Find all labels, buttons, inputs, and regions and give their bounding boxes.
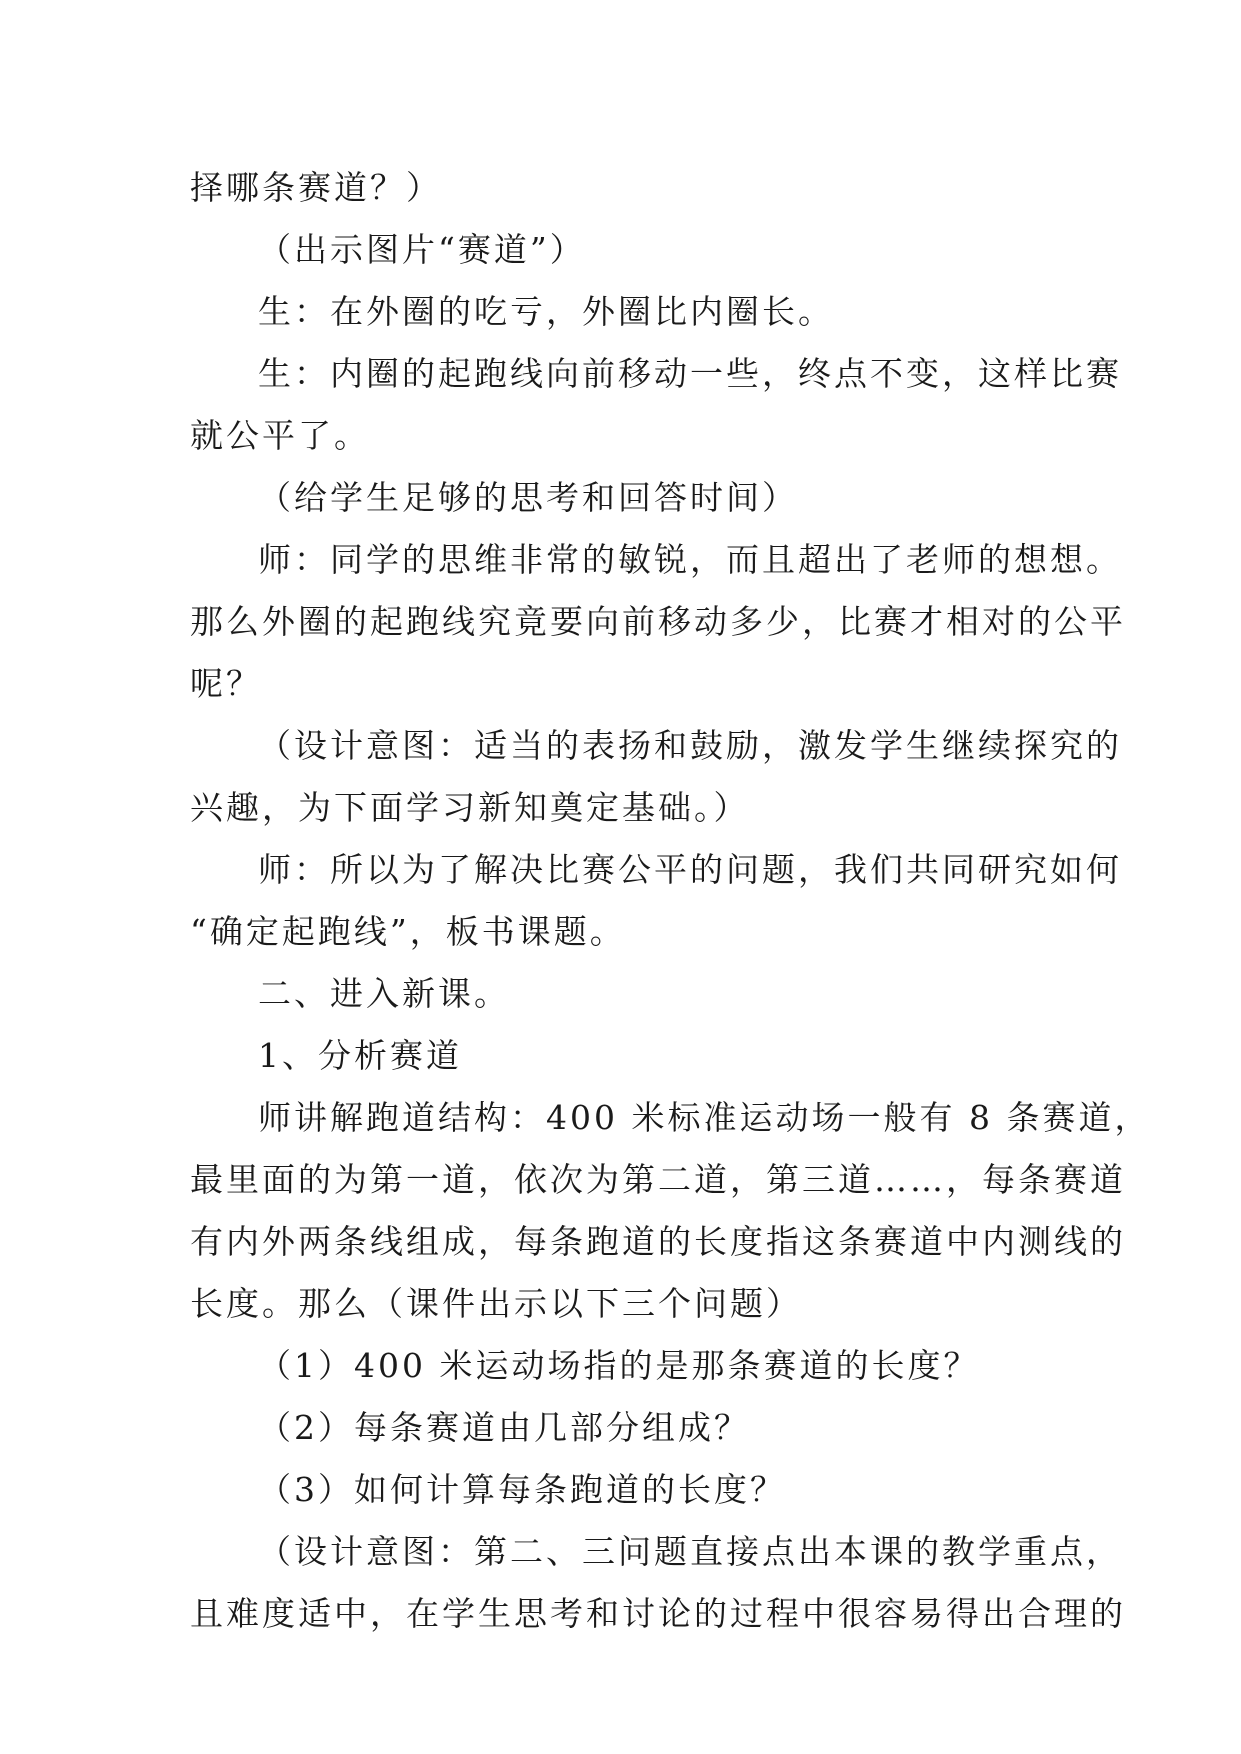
text-line: （出示图片“赛道”） [258,230,586,269]
paragraph [190,219,1050,281]
paragraph [190,529,1126,715]
text-line: “确定起跑线”，板书课题。 [190,912,626,951]
text-line: 就公平了。 [190,416,370,455]
paragraph [190,343,1122,467]
document-page [190,157,1151,1645]
question-item [190,1397,1050,1459]
subsection-heading [190,1025,1050,1087]
text-line: 择哪条赛道？） [190,168,442,207]
paragraph [190,281,1050,343]
text-line: 且难度适中，在学生思考和讨论的过程中很容易得出合理的 [190,1594,1126,1633]
text-line: 师：同学的思维非常的敏锐，而且超出了老师的想想。 [258,540,1122,579]
paragraph [190,839,1122,963]
paragraph [190,467,1050,529]
text-line: 呢？ [190,664,262,703]
text-line: 生：内圈的起跑线向前移动一些，终点不变，这样比赛 [258,354,1122,393]
text-line: （设计意图：适当的表扬和鼓励，激发学生继续探究的 [258,726,1122,765]
text-line: 长度。那么（课件出示以下三个问题） [190,1284,802,1323]
text-line: 1、分析赛道 [258,1036,462,1075]
question-item [190,1459,1050,1521]
text-line: （给学生足够的思考和回答时间） [258,478,798,517]
text-line: 生：在外圈的吃亏，外圈比内圈长。 [258,292,834,331]
paragraph [190,1521,1126,1645]
text-line: 那么外圈的起跑线究竟要向前移动多少，比赛才相对的公平 [190,602,1126,641]
text-line: 有内外两条线组成，每条跑道的长度指这条赛道中内测线的 [190,1222,1126,1261]
paragraph [190,715,1122,839]
text-line: （设计意图：第二、三问题直接点出本课的教学重点， [258,1532,1122,1571]
text-line: （2）每条赛道由几部分组成？ [258,1408,750,1447]
text-line: 师讲解跑道结构：400 米标准运动场一般有 8 条赛道， [258,1098,1151,1137]
text-line: （3）如何计算每条跑道的长度？ [258,1470,786,1509]
paragraph [190,1087,1151,1335]
question-item [190,1335,1050,1397]
section-heading [190,963,1050,1025]
text-line: 二、进入新课。 [258,974,510,1013]
paragraph [190,157,1050,219]
text-line: （1）400 米运动场指的是那条赛道的长度？ [258,1346,980,1385]
text-line: 兴趣，为下面学习新知奠定基础。） [190,788,750,827]
text-line: 最里面的为第一道，依次为第二道，第三道……，每条赛道 [190,1160,1126,1199]
text-line: 师：所以为了解决比赛公平的问题，我们共同研究如何 [258,850,1122,889]
